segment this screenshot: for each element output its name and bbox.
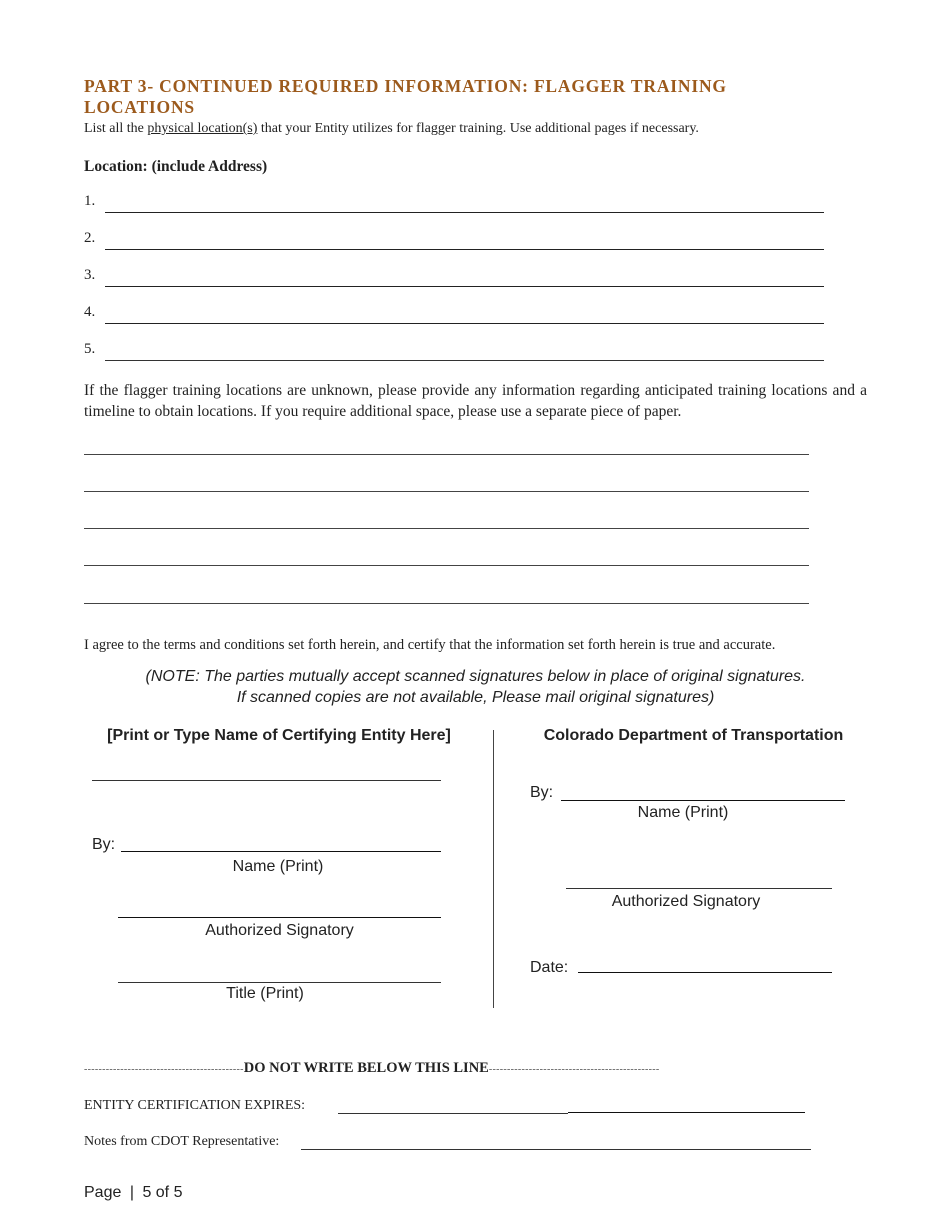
location-number: 1. bbox=[84, 193, 96, 209]
title-print-field[interactable] bbox=[118, 982, 441, 983]
location-number: 5. bbox=[84, 341, 96, 357]
section-heading bbox=[84, 76, 727, 118]
writing-line-5[interactable] bbox=[84, 603, 809, 604]
intro-text bbox=[84, 121, 699, 137]
signature-note-line1: (NOTE: The parties mutually accept scanned signatures below in place of original signatures. bbox=[145, 668, 806, 685]
signature-note-line2: If scanned copies are not available, Please mail original signatures) bbox=[236, 689, 715, 706]
intro-after: that your Entity utilizes for flagger training. Use additional pages if necessary. bbox=[257, 121, 699, 136]
writing-line-4[interactable] bbox=[84, 565, 809, 566]
location-line-4[interactable] bbox=[84, 304, 824, 324]
entity-name-field[interactable] bbox=[92, 780, 441, 781]
entity-name-header: [Print or Type Name of Certifying Entity Here] bbox=[107, 727, 451, 744]
intro-before: List all the bbox=[84, 121, 148, 136]
right-by-field[interactable] bbox=[561, 800, 845, 801]
left-by-field[interactable] bbox=[121, 851, 441, 852]
location-label: Location: (include Address) bbox=[84, 158, 268, 175]
right-by-label: By: bbox=[530, 784, 554, 801]
title-print-label: Title (Print) bbox=[226, 985, 304, 1002]
cdot-header: Colorado Department of Transportation bbox=[543, 727, 844, 744]
location-number: 2. bbox=[84, 230, 96, 246]
date-label: Date: bbox=[530, 959, 569, 976]
location-number: 4. bbox=[84, 304, 96, 320]
intro-underlined: physical location(s) bbox=[147, 121, 258, 136]
right-name-print-label: Name (Print) bbox=[637, 804, 729, 821]
column-divider bbox=[493, 730, 494, 1008]
location-line-1[interactable] bbox=[84, 193, 824, 213]
notes-field[interactable] bbox=[301, 1149, 811, 1150]
page-footer bbox=[84, 1184, 182, 1202]
signature-note bbox=[84, 666, 867, 708]
right-authorized-signatory-field[interactable] bbox=[566, 888, 832, 889]
left-authorized-signatory-label: Authorized Signatory bbox=[205, 922, 354, 939]
date-field[interactable] bbox=[578, 972, 832, 973]
expires-field-b[interactable] bbox=[568, 1112, 805, 1113]
notes-label: Notes from CDOT Representative: bbox=[84, 1134, 280, 1149]
location-line-5[interactable] bbox=[84, 341, 824, 361]
agreement-text: I agree to the terms and conditions set forth herein, and certify that the information set forth herein is true and accurate. bbox=[84, 637, 776, 653]
do-not-write-title: DO NOT WRITE BELOW THIS LINE bbox=[243, 1060, 489, 1076]
writing-line-2[interactable] bbox=[84, 491, 809, 492]
location-line-2[interactable] bbox=[84, 230, 824, 250]
dashes-right: ----------------------------------------------- bbox=[488, 1064, 660, 1075]
writing-line-1[interactable] bbox=[84, 454, 809, 455]
expires-field-a[interactable] bbox=[338, 1113, 568, 1114]
page-label: Page bbox=[84, 1184, 122, 1201]
page-separator: | bbox=[129, 1184, 134, 1201]
section-heading-line2: LOCATIONS bbox=[84, 97, 195, 117]
left-by-label: By: bbox=[92, 836, 116, 853]
location-line-3[interactable] bbox=[84, 267, 824, 287]
location-number: 3. bbox=[84, 267, 96, 283]
left-authorized-signatory-field[interactable] bbox=[118, 917, 441, 918]
left-name-print-label: Name (Print) bbox=[232, 858, 324, 875]
page-number: 5 of 5 bbox=[142, 1184, 183, 1201]
expires-label: ENTITY CERTIFICATION EXPIRES: bbox=[84, 1098, 306, 1113]
unknown-locations-paragraph: If the flagger training locations are unknown, please provide any information regarding anticipated training locations and a timeline to obtain locations. If you require additional space, please use a separate piece of paper. bbox=[84, 382, 867, 420]
writing-line-3[interactable] bbox=[84, 528, 809, 529]
do-not-write-line bbox=[84, 1060, 809, 1077]
section-heading-line1: PART 3- CONTINUED REQUIRED INFORMATION: FLAGGER TRAINING bbox=[84, 76, 727, 96]
dashes-left: -------------------------------------------- bbox=[84, 1064, 244, 1075]
right-authorized-signatory-label: Authorized Signatory bbox=[611, 893, 761, 910]
